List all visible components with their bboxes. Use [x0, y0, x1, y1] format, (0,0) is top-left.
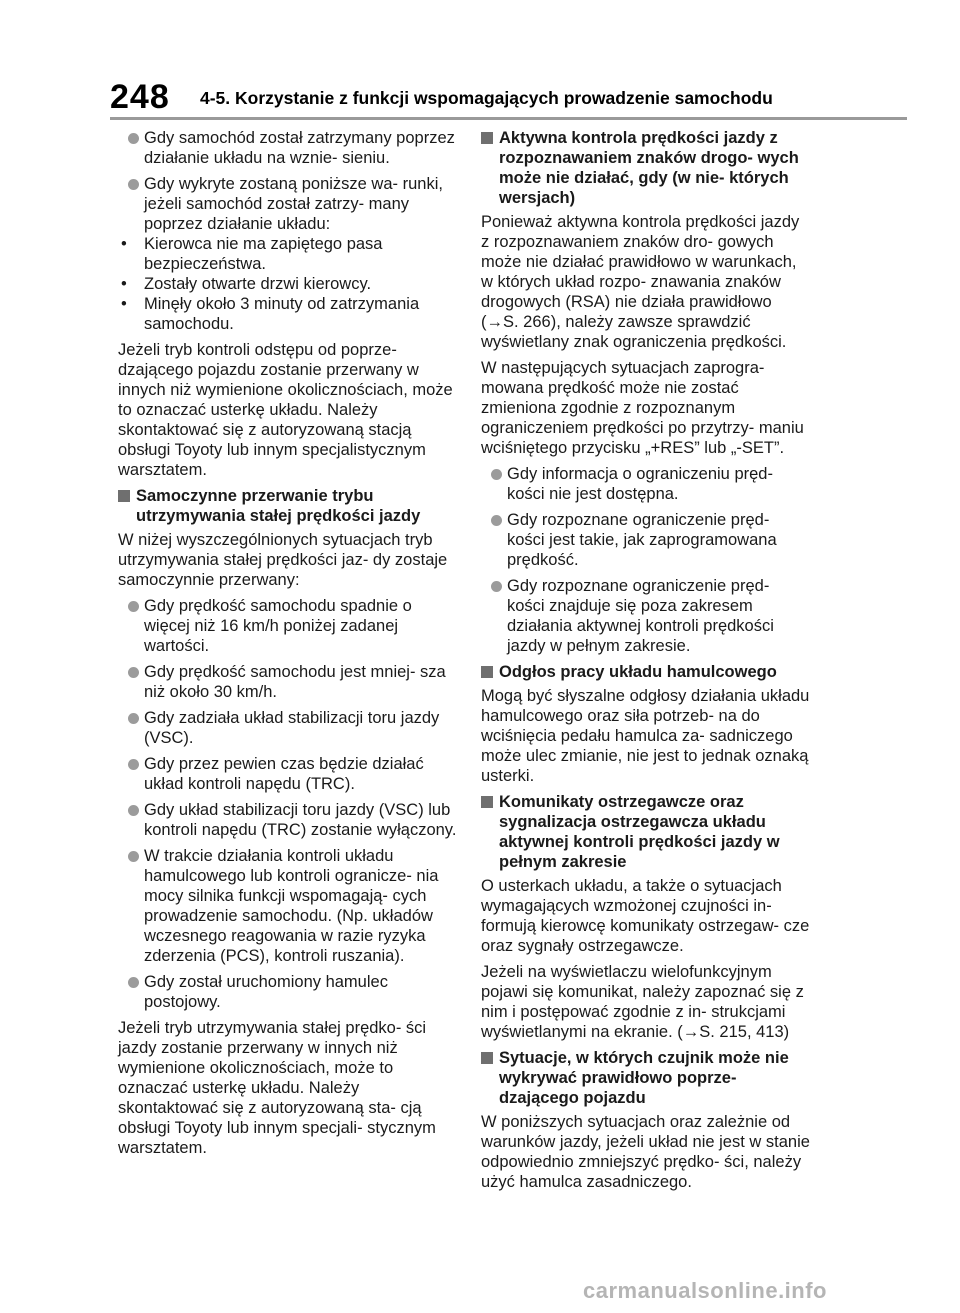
section-heading: Aktywna kontrola prędkości jazdy z rozpoznawaniem znaków drogo- wych może nie działać, gdy (w nie- których wersjach)	[481, 128, 811, 208]
bullet-dot-icon	[128, 805, 139, 816]
section-heading: Komunikaty ostrzegawcze oraz sygnalizacja ostrzegawcza układu aktywnej kontroli prędkości jazdy w pełnym zakresie	[481, 792, 811, 872]
section-heading: Sytuacje, w których czujnik może nie wykrywać prawidłowo poprze- dzającego pojazdu	[481, 1048, 811, 1108]
paragraph: W niżej wyszczególnionych sytuacjach tryb utrzymywania stałej prędkości jaz- dy zostaje samoczynnie przerwany:	[118, 531, 448, 589]
paragraph: O usterkach układu, a także o sytuacjach wymagających wzmożonej czujności in- formują kierowcę komunikaty ostrzegaw- cze oraz sygnały ostrzegawcze.	[481, 877, 810, 955]
bullet-item: Gdy układ stabilizacji toru jazdy (VSC) lub kontroli napędu (TRC) zostanie wyłączony.	[118, 800, 458, 840]
left-column	[118, 128, 458, 1164]
sub-list	[118, 234, 458, 334]
heading-square-icon	[481, 796, 493, 808]
paragraph: Jeżeli na wyświetlaczu wielofunkcyjnym pojawi się komunikat, należy zapoznać się z nim i postępować zgodnie z in- strukcjami wyświetlanymi na ekranie. (→S. 215, 413)	[481, 963, 804, 1041]
bullet-item: Gdy przez pewien czas będzie działać układ kontroli napędu (TRC).	[118, 754, 458, 794]
bullet-dot-icon	[491, 469, 502, 480]
bullet-item: Gdy został uruchomiony hamulec postojowy.	[118, 972, 458, 1012]
bullet-item: Gdy samochód został zatrzymany poprzez działanie układu na wznie- sieniu.	[118, 128, 458, 168]
heading-square-icon	[118, 490, 130, 502]
paragraph: W poniższych sytuacjach oraz zależnie od warunków jazdy, jeżeli układ nie jest w stanie odpowiednio zmniejszyć prędko- ści, należy użyć hamulca zasadniczego.	[481, 1113, 810, 1191]
page-header	[110, 78, 910, 118]
header-divider	[110, 117, 907, 120]
heading-square-icon	[481, 666, 493, 678]
section-title: 4-5. Korzystanie z funkcji wspomagających prowadzenie samochodu	[200, 88, 773, 108]
bullet-item: Gdy rozpoznane ograniczenie pręd- kości znajduje się poza zakresem działania aktywnej kontroli prędkości jazdy w pełnym zakresie.	[481, 576, 811, 656]
paragraph: Jeżeli tryb utrzymywania stałej prędko- ści jazdy zostanie przerwany w innych niż wymienione okolicznościach, może to oznaczać usterkę układu. Należy skontaktować się z autoryzowaną sta- cją obsługi Toyoty lub innym specjali- stycznym warsztatem.	[118, 1019, 436, 1157]
paragraph: Mogą być słyszalne odgłosy działania układu hamulcowego oraz siła potrzeb- na do wciśnięcia pedału hamulca za- sadniczego może ulec zmianie, nie jest to jednak oznaką usterki.	[481, 687, 810, 785]
paragraph: W następujących sytuacjach zaprogra- mowana prędkość może nie zostać zmieniona zgodnie z rozpoznanym ograniczeniem prędkości po przytrzy- maniu wciśniętego przycisku „+RES” lub „-SET”.	[481, 359, 804, 457]
page-number: 248	[110, 78, 170, 116]
bullet-item: Gdy informacja o ograniczeniu pręd- kości nie jest dostępna.	[481, 464, 811, 504]
bullet-item: Gdy prędkość samochodu spadnie o więcej niż 16 km/h poniżej zadanej wartości.	[118, 596, 458, 656]
bullet-dot-icon	[128, 667, 139, 678]
bullet-item: Gdy prędkość samochodu jest mniej- sza niż około 30 km/h.	[118, 662, 458, 702]
sub-list-item: • Minęły około 3 minuty od zatrzymania samochodu.	[121, 295, 420, 333]
bullet-dot-icon	[491, 515, 502, 526]
heading-square-icon	[481, 1052, 493, 1064]
bullet-dot-icon	[491, 581, 502, 592]
bullet-item: Gdy wykryte zostaną poniższe wa- runki, jeżeli samochód został zatrzy- many poprzez działanie układu:	[118, 174, 458, 234]
bullet-item: Gdy zadziała układ stabilizacji toru jazdy (VSC).	[118, 708, 458, 748]
bullet-item: W trakcie działania kontroli układu hamulcowego lub kontroli ogranicze- nia mocy silnika funkcji wspomagają- cych prowadzenie samochodu. (Np. układów wczesnego reagowania w razie ryzyka zderzenia (PCS), kontroli ruszania).	[118, 846, 458, 966]
right-column	[481, 128, 811, 1198]
sub-list-item: • Kierowca nie ma zapiętego pasa bezpieczeństwa.	[121, 235, 383, 273]
section-heading: Samoczynne przerwanie trybu utrzymywania stałej prędkości jazdy	[118, 486, 458, 526]
bullet-item: Gdy rozpoznane ograniczenie pręd- kości jest takie, jak zaprogramowana prędkość.	[481, 510, 811, 570]
sub-list-item: • Zostały otwarte drzwi kierowcy.	[121, 275, 372, 293]
bullet-dot-icon	[128, 601, 139, 612]
bullet-dot-icon	[128, 133, 139, 144]
heading-square-icon	[481, 132, 493, 144]
bullet-dot-icon	[128, 851, 139, 862]
bullet-dot-icon	[128, 977, 139, 988]
bullet-dot-icon	[128, 713, 139, 724]
watermark: carmanualsonline.info	[583, 1278, 827, 1303]
paragraph: Ponieważ aktywna kontrola prędkości jazdy z rozpoznawaniem znaków dro- gowych może nie działać prawidłowo w warunkach, w których układ rozpo- znawania znaków drogowych (RSA) nie działa prawidłowo (→S. 266), należy zawsze sprawdzić wyświetlany znak ograniczenia prędkości.	[481, 213, 800, 351]
bullet-dot-icon	[128, 179, 139, 190]
paragraph: Jeżeli tryb kontroli odstępu od poprze- dzającego pojazdu zostanie przerwany w innych niż wymienione okolicznościach, może to oznaczać usterkę układu. Należy skontaktować się z autoryzowaną stacją obsługi Toyoty lub innym specjalistycznym warsztatem.	[118, 341, 453, 479]
section-heading: Odgłos pracy układu hamulcowego	[481, 662, 811, 682]
bullet-dot-icon	[128, 759, 139, 770]
